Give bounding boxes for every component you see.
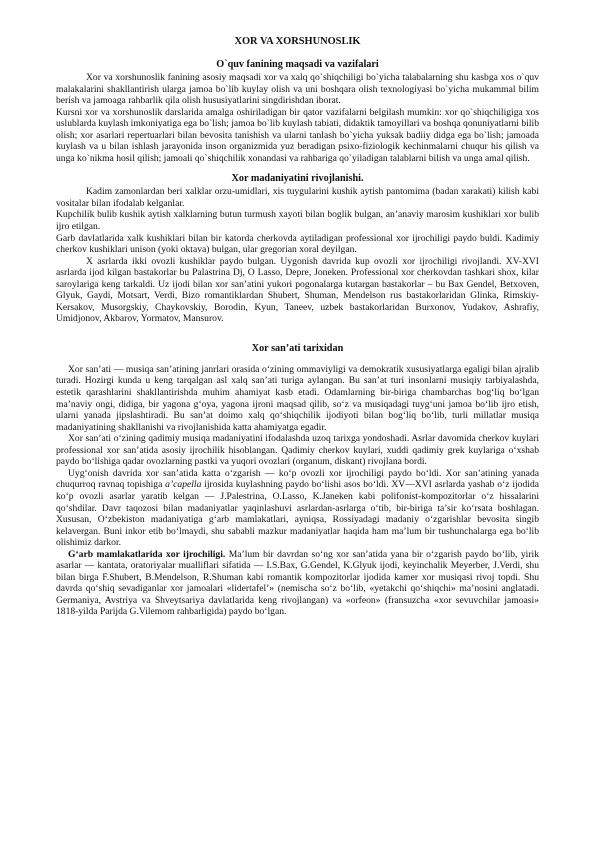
acapella-term: a’capella [165, 479, 202, 491]
paragraph-ancient-songs: Kadim zamonlardan beri xalklar orzu-umidlari, xis tuygularini kushik aytish pantomima (badan xarakati) kilish kabi vositalar bilan ifodalab kelganlar. [56, 186, 539, 209]
section-heading-choir-history: Xor san’ati tarixidan [251, 342, 344, 354]
renaissance-text-end: ijrosida kuylashning paydo bo‘lishi asos bo‘ldi. XV—XVI asrlarda yashab o‘z ijodida ko‘p ovozli asarlar yaratib kelgan — J.Palestrina, O.Lasso, K.Janeken kabi polifonist-kompozitorlar o‘z hissalarini qo‘shdilar. Davr taqozosi bilan madaniyatlar yaqinlashuvi asrlardan-asrlarga o‘tib, bir-biriga ta’sir ko‘rsata boshlagan. Xususan, O‘zbekiston madaniyatiga g‘arb mamlakatlari, ayniqsa, Rossiyadagi madaniy o‘zgarishlar bevosita singib kelavergan. Buni inkor etib bo‘lmaydi, shu sababli mazkur madaniyatlar haqida ham ma’lum bir tushunchalarga ega bo‘lib olishimiz darkor. [56, 479, 540, 549]
spacer [56, 164, 539, 173]
paragraph-course-goal: Xor va xorshunoslik fanining asosiy maqsadi xor va xalq qo`shiqchiligi bo`yicha talabalarning shu kasbga xos o`quv malakalarini shakllantirish ularga jamoa bo`lib kuylay olish va uni boshqara olish texnologiyasi bo`yicha mukammal bilim berish va jamoaga rahbarlik qila olish hususiyatlarini singdirishdan iborat. [56, 72, 539, 107]
renaissance-text-start: Uyg‘onish davrida xor san’atida katta o‘zgarish — ko‘p ovozli xor ijrochiligi paydo bo‘ldi. Xor san’atining yanada chuqurroq ravnaq topishiga [56, 467, 539, 491]
spacer [56, 356, 539, 364]
paragraph-choir-art-intro: Xor san’ati — musiqa san’atining janrlari orasida o‘zining ommaviyligi va demokratik xususiyatlarga egaligi bilan ajralib turadi. Hozirgi kunda u keng tarqalgan asl xalq san’ati turiga aylangan. Bu san’at turi insonlarni musiqiy tarbiyalashda, estetik qarashlarini shakllantirishda muhim ahamiyat kasb etadi. Odamlarning bir-biriga chambarchas bog‘liq bo‘lgan ma’naviy ongi, didiga, bir yagona g‘oya, yagona ijroni maqsad qilib, so‘z va musiqadagi tuyg‘uni jamoa bo‘lib ijro etish, ularni yanada jipslashtiradi. Bu san’at doimo xalq qo‘shiqchilik ijodiyoti bilan bog‘liq bo‘lib, turli millatlar musiqa madaniyatining shakllanishi va rivojlanishida katta ahamiyatga egadir. [56, 363, 539, 433]
paragraph-collective-singing: Kupchilik bulib kushik aytish xalklarning butun turmush xayoti bilan boglik bulgan, an’anaviy marosim kushiklari xor bulib ijro etilgan. [56, 209, 539, 233]
paragraph-church-songs: Xor san’ati o‘zining qadimiy musiqa madaniyatini ifodalashda uzoq tarixga yondoshadi. Asrlar davomida cherkov kuylari professional xor san’atida asosiy ijrochilik hisoblangan. Qadimiy cherkov kuylari, xuddi qadimiy grek kuylariga o‘xshab paydo bo‘lishiga qadar ovozlarning pastki va yuqori ovozlari (organum, diskant) rivojlana bordi. [56, 433, 539, 468]
paragraph-composers: X asrlarda ikki ovozli kushiklar paydo bulgan. Uygonish davrida kup ovozli xor ijrochiligi rivojlandi. XV-XVI asrlarda ijod kilgan bastakorlar bu Palastrina Dj, O Lasso, Depre, Joneken. Professional xor cherkovdan tashkari shox, kilar saroylariga keng tarkaldi. Uz ijodi bilan xor san’atini yukori pogonalarga kutargan bastakorlar – bu Bax Gendel, Betxoven, Glyuk, Gaydi, Motsart, Verdi, Bizo romantiklardan Shubert, Shuman, Mendelson rus bastakorlaridan Glinka, Rimskiy-Kersakov, Musorgskiy, Chaykovskiy, Borodin, Kyun, Taneev, uzbek bastakorlaridan Burxonov, Yudakov, Ashrafiy, Umidjonov, Akbarov, Yormatov, Mansurov. [56, 255, 539, 325]
paragraph-renaissance [56, 468, 539, 549]
section-heading-choir-culture: Xor madaniyatini rivojlanishi. [231, 173, 364, 185]
spacer [56, 325, 539, 343]
paragraph-western-choir [56, 549, 539, 618]
section-heading-course-goals: O`quv fanining maqsadi va vazifalari [216, 59, 379, 70]
paragraph-church-choir: Garb davlatlarida xalk kushiklari bilan bir katorda cherkovda aytiladigan professional xor ijrochiligi paydo buldi. Kadimiy cherkov kushiklari unison (yoki oktava) bulgan, ular gregorian xoral deyilgan. [56, 232, 539, 256]
document-title: XOR VA XORSHUNOSLIK [234, 36, 361, 47]
western-choir-lead: G‘arb mamlakatlarida xor ijrochiligi. [68, 548, 226, 560]
paragraph-course-tasks: Kursni xor va xorshunoslik darslarida amalga oshiriladigan bir qator vazifalarni belgilash mumkin: xor qo`shiqchiligiga xos uslublarda kuylash imkoniyatiga ega bo`lish; jamoa bo`lib kuylash tabiati, didaktik tamoyillari va boshqa qonuniyatlarni bilib olish; xor asarlari repertuarlari bilan bevosita tanishish va ularni tanlash bo`yicha yuksak badiiy didga ega bo`lish; jamoada kuylash va u bilan ishlash jarayonida inson organizmida yuz beradigan psixo-fiziologik kechinmalarni chuqur his qilish va unga ko`nikma hosil qilish; jamoali qo`shiqchilik xonandasi va rahbariga qo`yiladigan talablarni bilish va unga amal qilish. [56, 106, 539, 164]
western-choir-text: Ma’lum bir davrdan so‘ng xor san’atida yana bir o‘zgarish paydo bo‘lib, yirik asarlar — kantata, oratoriyalar mualliflari sifatida — I.S.Bax, G.Gendel, K.Glyuk ijodi, keyinchalik Meyerber, J.Verdi, shu bilan birga F.Shubert, B.Mendelson, R.Shuman kabi romantik kompozitorlar ijodida kamer xor musiqasi rivoj topdi. Shu davrda qo‘shiq sevadiganlar xor jamoalari «lidertafel’» (nemischa so‘z bo‘lib, «yetakchi qo‘shiqchi» ma’nosini anglatadi. Germaniya, Avstriya va Shveytsariya davlatlarida keng rivojlangan) va «orfeon» (fransuzcha «xor sevuvchilar jamoasi» 1818-yilda Parijda G.Vilemom rahbarligida) paydo bo‘lgan. [56, 548, 539, 618]
